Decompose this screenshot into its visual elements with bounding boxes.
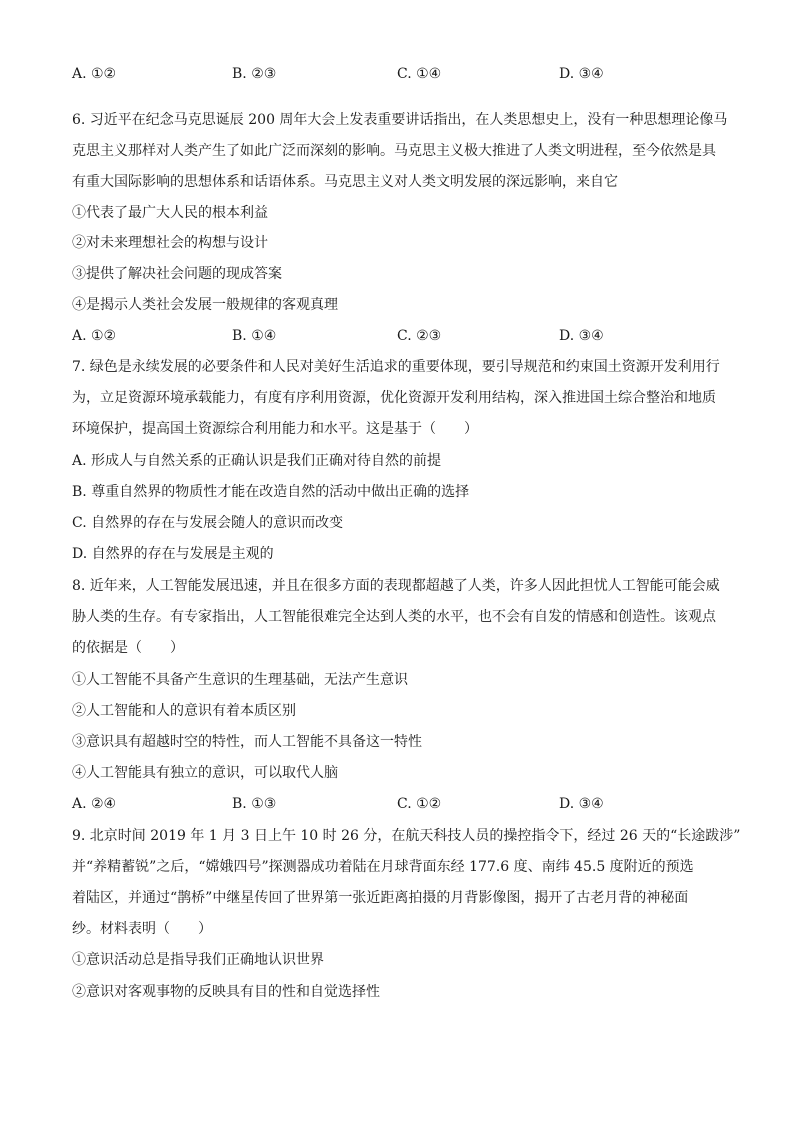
- q6-stem-line: 克思主义那样对人类产生了如此广泛而深刻的影响。马克思主义极大推进了人类文明进程，至今依然是具: [72, 143, 716, 159]
- q8-stem-line: 胁人类的生存。有专家指出，人工智能很难完全达到人类的水平，也不会有自发的情感和创造性。该观点: [72, 609, 716, 625]
- prev-question-options: [72, 64, 732, 84]
- option-a: A. ①②: [72, 328, 117, 344]
- option-d: D. ③④: [559, 66, 604, 82]
- q8-options: [72, 794, 732, 814]
- option-d: D. ③④: [559, 328, 604, 344]
- option-a: A. ②④: [72, 796, 117, 812]
- q6-item: ③提供了解决社会问题的现成答案: [72, 266, 282, 282]
- q6-options: [72, 326, 732, 346]
- option-c: C. ②③: [397, 328, 442, 344]
- option-a: A. ①②: [72, 66, 117, 82]
- q9-item: ①意识活动总是指导我们正确地认识世界: [72, 952, 324, 968]
- q6-item: ④是揭示人类社会发展一般规律的客观真理: [72, 297, 338, 313]
- q8-item: ③意识具有超越时空的特性，而人工智能不具备这一特性: [72, 734, 422, 750]
- q8-item: ②人工智能和人的意识有着本质区别: [72, 703, 296, 719]
- option-d: D. ③④: [559, 796, 604, 812]
- q9-stem-line: 9. 北京时间 2019 年 1 月 3 日上午 10 时 26 分，在航天科技人员的操控指令下，经过 26 天的“长途跋涉”: [72, 828, 741, 844]
- q7-choice-c: C. 自然界的存在与发展会随人的意识而改变: [72, 515, 344, 531]
- q7-choice-b: B. 尊重自然界的物质性才能在改造自然的活动中做出正确的选择: [72, 484, 470, 500]
- q7-stem-line: 为，立足资源环境承载能力，有度有序利用资源，优化资源开发利用结构，深入推进国土综合整治和地质: [72, 390, 716, 406]
- q9-stem-line: 纱。材料表明（ ）: [72, 921, 212, 937]
- q6-stem-line: 有重大国际影响的思想体系和话语体系。马克思主义对人类文明发展的深远影响，来自它: [72, 174, 618, 190]
- q7-choice-d: D. 自然界的存在与发展是主观的: [72, 546, 274, 562]
- q6-item: ②对未来理想社会的构想与设计: [72, 235, 268, 251]
- q7-stem-line: 7. 绿色是永续发展的必要条件和人民对美好生活追求的重要体现，要引导规范和约束国土资源开发利用行: [72, 359, 720, 375]
- option-c: C. ①④: [397, 66, 442, 82]
- option-b: B. ①④: [232, 328, 277, 344]
- q8-stem-line: 8. 近年来，人工智能发展迅速，并且在很多方面的表现都超越了人类，许多人因此担忧人工智能可能会威: [72, 578, 720, 594]
- q7-choice-a: A. 形成人与自然关系的正确认识是我们正确对待自然的前提: [72, 453, 442, 469]
- option-c: C. ①②: [397, 796, 442, 812]
- q6-item: ①代表了最广大人民的根本利益: [72, 205, 268, 221]
- option-b: B. ①③: [232, 796, 277, 812]
- q9-stem-line: 着陆区，并通过“鹊桥”中继星传回了世界第一张近距离拍摄的月背影像图，揭开了古老月背的神秘面: [72, 890, 689, 906]
- q7-stem-line: 环境保护，提高国土资源综合利用能力和水平。这是基于（ ）: [72, 421, 478, 437]
- q9-stem-line: 并“养精蓄锐”之后，“嫦娥四号”探测器成功着陆在月球背面东经 177.6 度、南纬 45.5 度附近的预选: [72, 859, 694, 875]
- q8-item: ④人工智能具有独立的意识，可以取代人脑: [72, 765, 338, 781]
- option-b: B. ②③: [232, 66, 277, 82]
- q9-item: ②意识对客观事物的反映具有目的性和自觉选择性: [72, 984, 380, 1000]
- q8-item: ①人工智能不具备产生意识的生理基础，无法产生意识: [72, 672, 408, 688]
- q6-stem-line: 6. 习近平在纪念马克思诞辰 200 周年大会上发表重要讲话指出，在人类思想史上，没有一种思想理论像马: [72, 112, 728, 128]
- q8-stem-line: 的依据是（ ）: [72, 640, 184, 656]
